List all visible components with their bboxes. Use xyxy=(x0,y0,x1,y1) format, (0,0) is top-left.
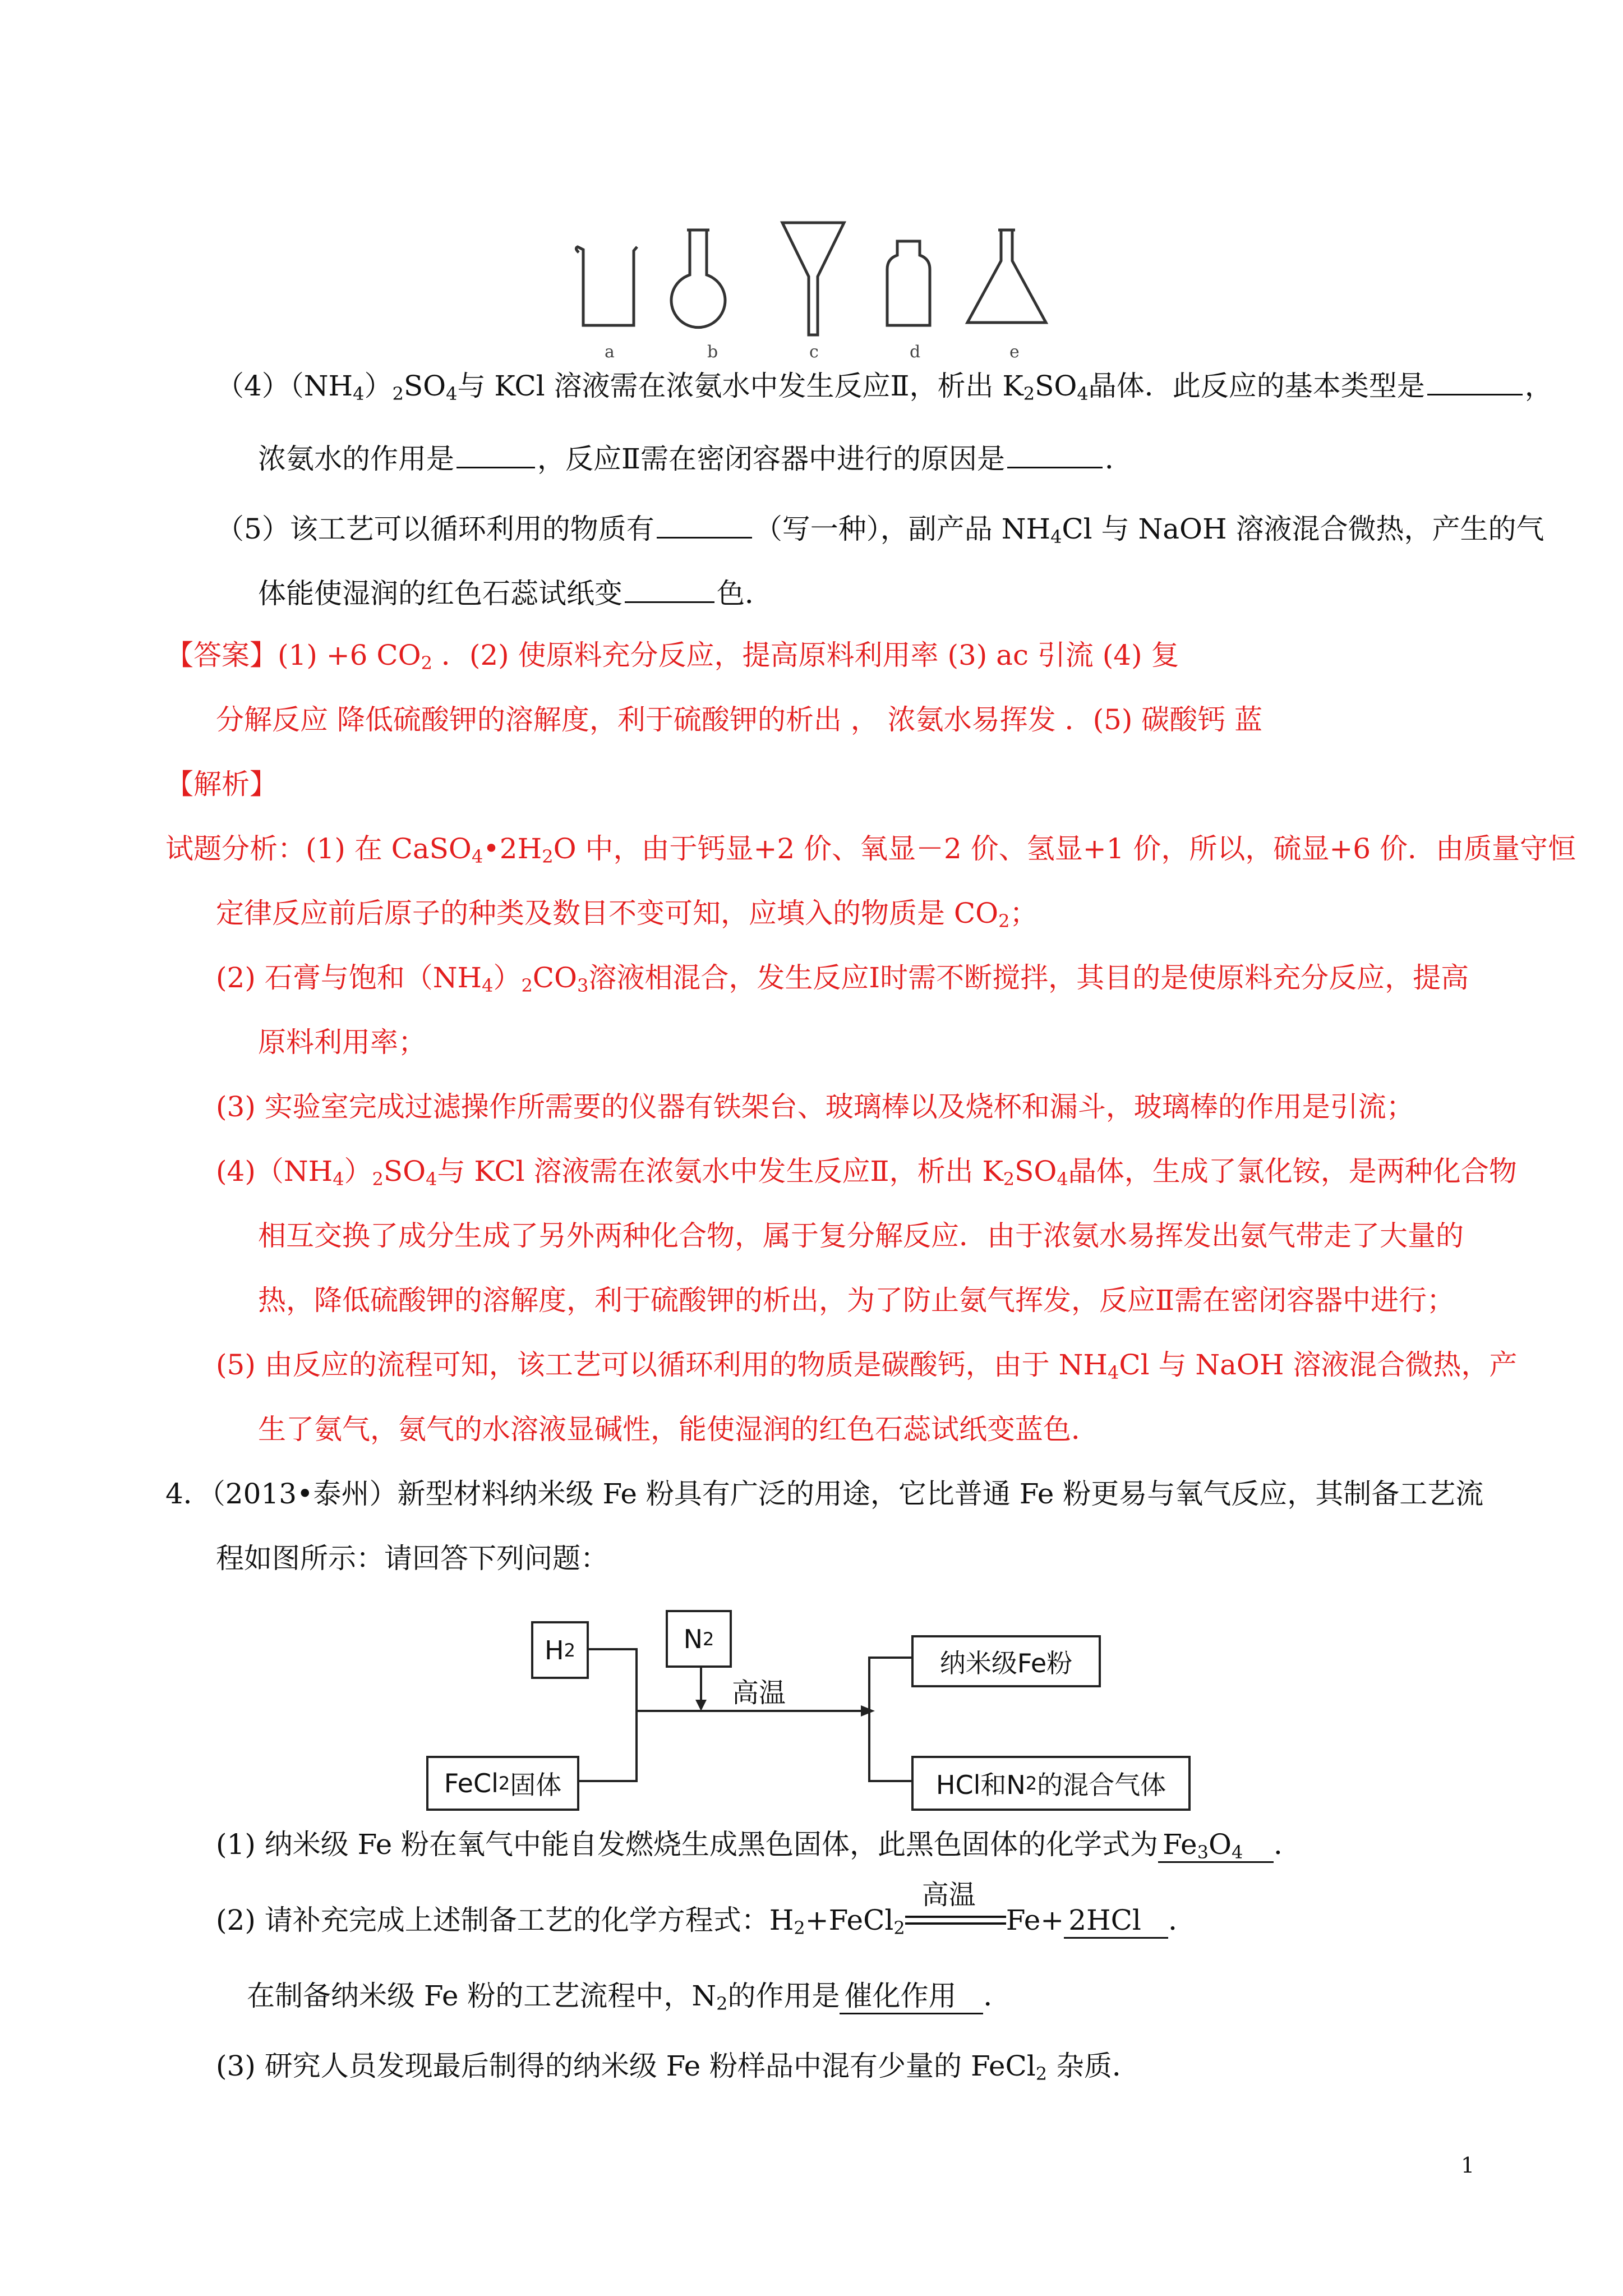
analysis-line-3: (2) 石膏与饱和$(NH_4)_2CO_3$溶液相混合，发生反应Ⅰ时需不断搅拌，其目的是使原料充分反应，提高 xyxy=(216,961,1469,996)
flow-question-3: (3) 研究人员发现最后制得的纳米级 Fe 粉样品中混有少量的 FeCl$_2$ 杂质． xyxy=(216,2050,1141,2085)
filled-answer: 2HCl xyxy=(1064,1903,1168,1939)
analysis-line-7: 相互交换了成分生成了另外两种化合物，属于复分解反应．由于浓氨水易挥发出氨气带走了大量的 xyxy=(258,1220,1464,1252)
apparatus-label-b: b xyxy=(707,342,718,362)
filled-answer: 催化作用 xyxy=(840,1979,983,2014)
answer-line-2: 分解反应 降低硫酸钾的溶解度，利于硫酸钾的析出 ， 浓氨水易挥发 ．(5) 碳酸钙 蓝 xyxy=(216,703,1263,736)
nitrogen-input-box: N 2 xyxy=(666,1610,732,1668)
question-4-line-1: $(4)(NH_4)_2SO_4$与 KCl 溶液需在浓氨水中发生反应Ⅱ，析出 $K_2SO_4$晶体．此反应的基本类型是 ， xyxy=(216,370,1553,404)
apparatus-label-a: a xyxy=(605,342,615,362)
gas-mixture-product-box: HCl和N 2 的混合气体 xyxy=(911,1756,1191,1811)
analysis-label: 【解析】 xyxy=(165,768,278,800)
hydrogen-input-box: H 2 xyxy=(531,1621,589,1679)
analysis-line-8: 热，降低硫酸钾的溶解度，利于硫酸钾的析出，为了防止氨气挥发，反应Ⅱ需在密闭容器中进行； xyxy=(258,1284,1455,1317)
question-5-line-2: 体能使湿润的红色石蕊试纸变 色． xyxy=(258,577,773,610)
analysis-line-4: 原料利用率； xyxy=(258,1026,426,1059)
analysis-line-6: $(4)(NH_4)_2SO_4$与 KCl 溶液需在浓氨水中发生反应Ⅱ，析出 $K_2SO_4$晶体，生成了氯化铵，是两种化合物 xyxy=(216,1155,1517,1190)
apparatus-label-d: d xyxy=(910,342,921,362)
flow-question-1: (1) 纳米级 Fe 粉在氧气中能自发燃烧生成黑色固体，此黑色固体的化学式为 $Fe_3O_4$ ． xyxy=(216,1828,1302,1863)
apparatus-label-c: c xyxy=(809,342,819,362)
analysis-line-5: (3) 实验室完成过滤操作所需要的仪器有铁架台、玻璃棒以及烧杯和漏斗，玻璃棒的作用是引流； xyxy=(216,1091,1414,1123)
problem-4-line-1: 4．（2013•泰州）新型材料纳米级 Fe 粉具有广泛的用途，它比普通 Fe 粉更易与氧气反应，其制备工艺流 xyxy=(165,1478,1484,1510)
fecl2-input-box: FeCl 2 固体 xyxy=(426,1756,579,1811)
reaction-condition-label: 高温 xyxy=(732,1677,786,1709)
page-number: 1 xyxy=(1461,2153,1475,2178)
flow-question-2b: 在制备纳米级 Fe 粉的工艺流程中，$N_2$的作用是 催化作用 ． xyxy=(247,1980,1012,2014)
nano-fe-product-box: 纳米级Fe粉 xyxy=(911,1635,1101,1687)
flow-question-2: (2) 请补充完成上述制备工艺的化学方程式：$H_2+FeCl_2$ 高温 Fe+ 2HCl ． xyxy=(216,1879,1197,1939)
answer-label: 【答案】 xyxy=(165,639,278,671)
equals-with-condition: 高温 xyxy=(905,1911,1006,1934)
answer-line-1: 【答案】(1) +6 $CO_2$ ．(2) 使原料充分反应，提高原料利用率 (3) ac 引流 (4) 复 xyxy=(165,639,1179,674)
analysis-line-9: (5) 由反应的流程可知，该工艺可以循环利用的物质是碳酸钙，由于 $NH_4Cl$ 与 NaOH 溶液混合微热，产 xyxy=(216,1349,1518,1383)
analysis-line-1: 试题分析：(1) 在 $CaSO_4•2H_2O$ 中，由于钙显+2 价、氧显－2 价、氢显+1 价，所以，硫显+6 价．由质量守恒 xyxy=(165,832,1576,867)
question-4-line-2: 浓氨水的作用是 ，反应Ⅱ需在密闭容器中进行的原因是 ． xyxy=(258,443,1133,475)
filled-answer: $Fe_3O_4$ xyxy=(1158,1828,1274,1863)
problem-4-line-2: 程如图所示：请回答下列问题： xyxy=(216,1542,608,1575)
question-5-line-1: （5）该工艺可以循环利用的物质有 （写一种），副产品 $NH_4Cl$ 与 NaOH 溶液混合微热，产生的气 xyxy=(216,513,1544,547)
analysis-line-2: 定律反应前后原子的种类及数目不变可知，应填入的物质是 $CO_2$； xyxy=(216,897,1038,932)
apparatus-label-e: e xyxy=(1009,342,1020,362)
analysis-line-10: 生了氨气，氨气的水溶液显碱性，能使湿润的红色石蕊试纸变蓝色． xyxy=(258,1413,1099,1446)
